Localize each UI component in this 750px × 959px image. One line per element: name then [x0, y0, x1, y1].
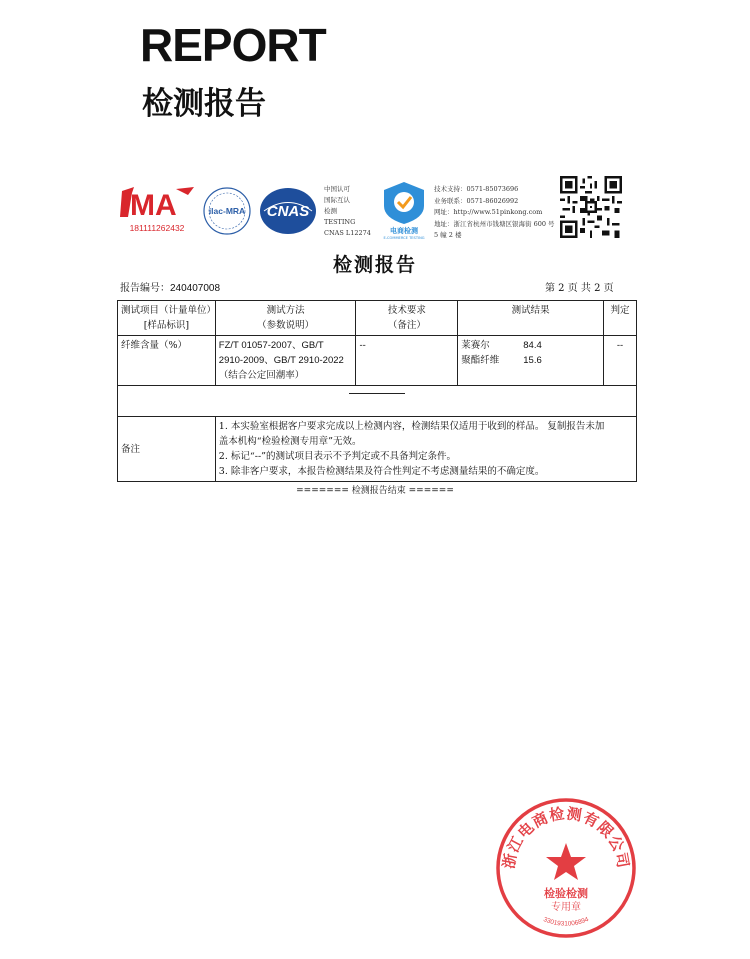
page-indicator: 第 2 页 共 2 页 [545, 283, 614, 294]
remarks-label: 备注 [118, 417, 216, 482]
remarks-content: 1. 本实验室根据客户要求完成以上检测内容，检测结果仅适用于收到的样品。 复制报告未加 盖本机构“检验检测专用章”无效。 2. 标记“--”的测试项目表示不予判定或不具备判定条件。 3. 除非客户要求，本报告检测结果及符合性判定不考虑测量结果的不确定度。 [215, 417, 636, 482]
document-title: 检测报告 [332, 254, 417, 276]
cell-judgement: -- [604, 336, 637, 386]
contact-info: 技术支持：0571-85073696 业务联系：0571-86026992 网址：http://www.51pinkong.com 地址：浙江省杭州市钱塘区银海街 600 号 5 幢 2 楼 [434, 185, 555, 239]
results-table [117, 300, 637, 482]
cma-logo [118, 183, 196, 235]
svg-text:3301931006894: 3301931006894 [542, 916, 590, 928]
table-header-row [118, 301, 637, 336]
report-number: 报告编号：240407008 [120, 283, 221, 294]
qr-code [560, 176, 622, 238]
svg-text:CNAS: CNAS [266, 203, 310, 220]
header-requirement: 技术要求 （备注） [356, 301, 458, 336]
report-heading-en: REPORT [140, 19, 326, 71]
header-judgement: 判定 [604, 301, 637, 336]
ecommerce-testing-logo [372, 180, 436, 240]
separator-row [118, 386, 637, 417]
separator-line [349, 393, 405, 394]
svg-text:MA: MA [130, 189, 177, 222]
cnas-logo [258, 186, 318, 236]
cell-result: 莱赛尔 84.4 聚酯纤维 15.6 [458, 336, 604, 386]
svg-text:检验检测: 检验检测 [544, 887, 588, 900]
remarks-row [118, 417, 637, 482]
report-heading-cn: 检测报告 [142, 86, 266, 122]
svg-text:浙江电商检测有限公司: 浙江电商检测有限公司 [499, 804, 633, 871]
table-row [118, 336, 637, 386]
report-end-marker: ======= 检测报告结束 ====== [296, 486, 454, 496]
cell-test-method: FZ/T 01057-2007、GB/T 2910-2009、GB/T 2910-2022 （结合公定回潮率） [215, 336, 356, 386]
ilac-mra-logo [202, 186, 252, 236]
seal-star-icon [546, 843, 586, 880]
cell-requirement: -- [356, 336, 458, 386]
header-result: 测试结果 [458, 301, 604, 336]
cma-number: 181111262432 [129, 223, 185, 233]
svg-text:专用章: 专用章 [551, 902, 581, 913]
official-seal [493, 795, 639, 941]
header-test-method: 测试方法 （参数说明） [215, 301, 356, 336]
svg-text:电商检测: 电商检测 [390, 227, 418, 235]
svg-text:E-COMMERCE TESTING: E-COMMERCE TESTING [383, 236, 425, 240]
svg-text:ilac-MRA: ilac-MRA [208, 206, 246, 216]
cnas-accreditation-text: 中国认可 国际互认 检测 TESTING CNAS L12274 [324, 185, 371, 237]
cell-test-item: 纤维含量（%） [118, 336, 216, 386]
header-test-item: 测试项目（计量单位） [样品标识] [118, 301, 216, 336]
